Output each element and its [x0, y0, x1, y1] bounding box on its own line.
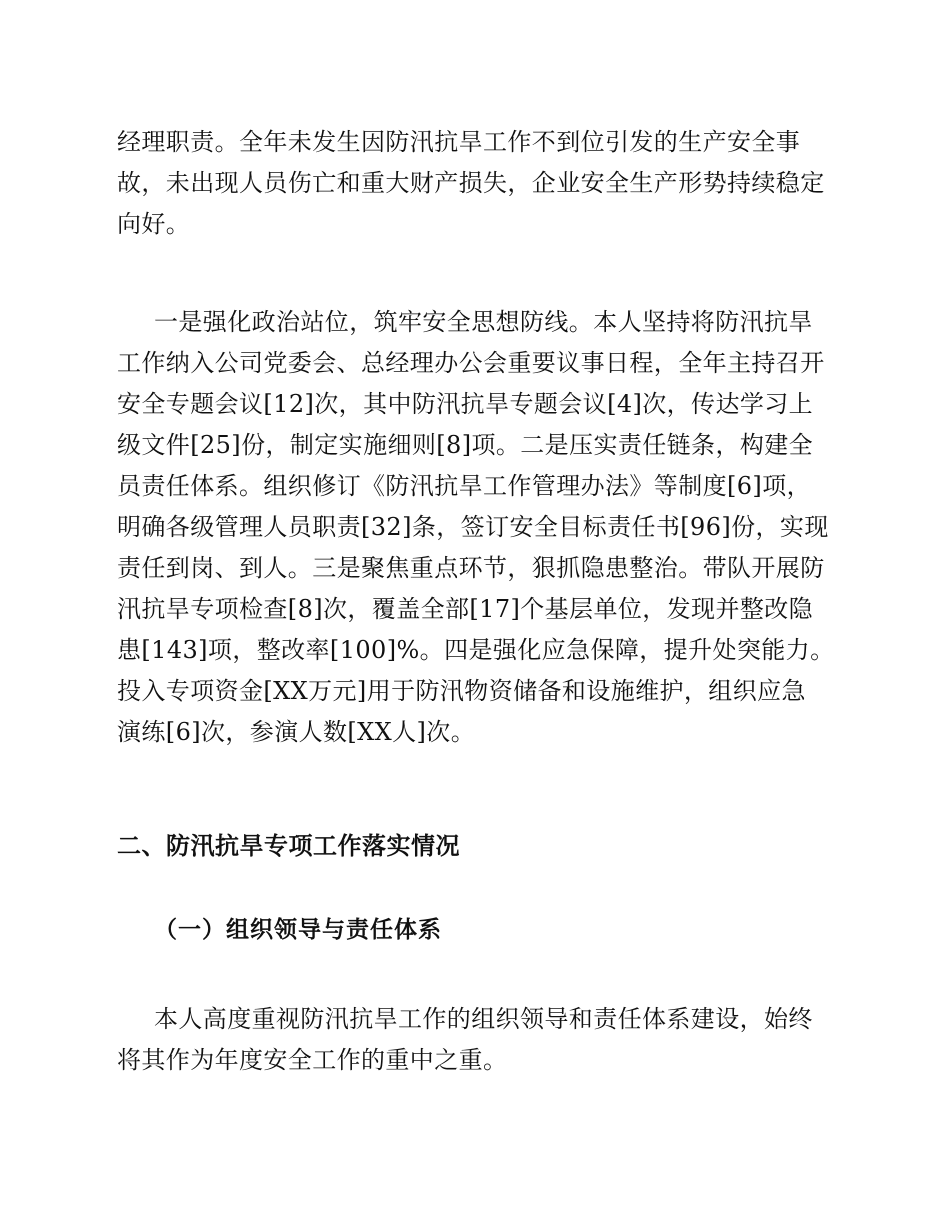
- body-line-10: 投入专项资金[XX万元]用于防汛物资储备和设施维护，组织应急: [117, 677, 806, 705]
- body-line-5: 员责任体系。组织修订《防汛抗旱工作管理办法》等制度[6]项，: [117, 472, 811, 500]
- intro-line-3: 向好。: [117, 210, 191, 238]
- intro-line-1: 经理职责。全年未发生因防汛抗旱工作不到位引发的生产安全事: [117, 128, 801, 156]
- body-line-8: 汛抗旱专项检查[8]次，覆盖全部[17]个基层单位，发现并整改隐: [117, 595, 814, 623]
- section-heading: 二、防汛抗旱专项工作落实情况: [117, 832, 460, 860]
- intro-line-2: 故，未出现人员伤亡和重大财产损失，企业安全生产形势持续稳定: [117, 169, 825, 197]
- body-line-1: 一是强化政治站位，筑牢安全思想防线。本人坚持将防汛抗旱: [154, 308, 813, 336]
- body-line-4: 级文件[25]份，制定实施细则[8]项。二是压实责任链条，构建全: [117, 431, 814, 459]
- closing-line-2: 将其作为年度安全工作的重中之重。: [117, 1046, 508, 1074]
- body-line-7: 责任到岗、到人。三是聚焦重点环节，狠抓隐患整治。带队开展防: [117, 554, 825, 582]
- body-line-6: 明确各级管理人员职责[32]条，签订安全目标责任书[96]份，实现: [117, 513, 829, 541]
- subsection-heading: （一）组织领导与责任体系: [154, 917, 442, 943]
- body-line-3: 安全专题会议[12]次，其中防汛抗旱专题会议[4]次，传达学习上: [117, 390, 814, 418]
- body-line-11: 演练[6]次，参演人数[XX人]次。: [117, 718, 476, 746]
- body-line-2: 工作纳入公司党委会、总经理办公会重要议事日程，全年主持召开: [117, 349, 825, 377]
- body-line-9: 患[143]项，整改率[100]%。四是强化应急保障，提升处突能力。: [117, 636, 835, 664]
- closing-line-1: 本人高度重视防汛抗旱工作的组织领导和责任体系建设，始终: [154, 1005, 813, 1033]
